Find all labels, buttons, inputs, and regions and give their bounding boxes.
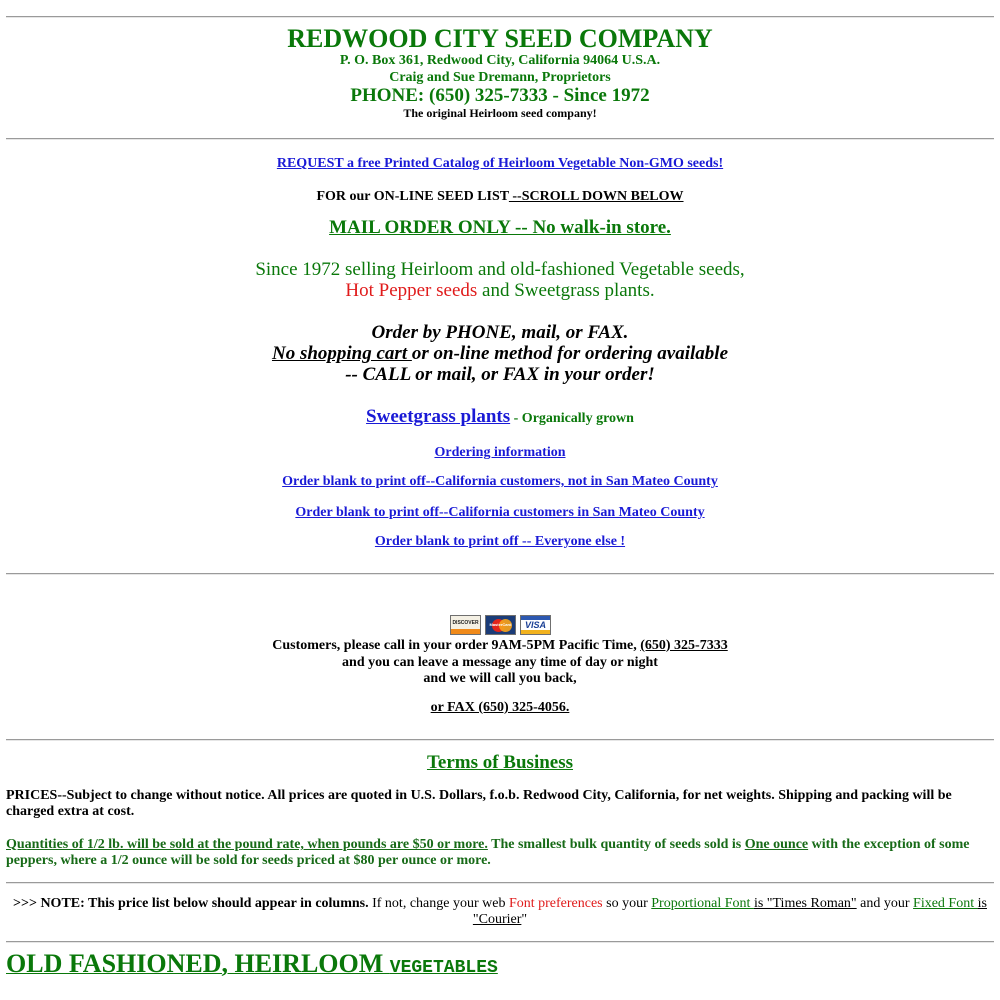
divider-contact xyxy=(6,739,994,741)
order-blank-line-3 xyxy=(0,534,1000,550)
mastercard-icon xyxy=(485,615,516,635)
company-address: P. O. Box 361, Redwood City, California 94064 U.S.A. xyxy=(339,53,661,68)
proportional-font-text: Proportional Font xyxy=(651,896,754,911)
ordering-info-line xyxy=(0,445,1000,461)
order-blank-line-2 xyxy=(0,505,1000,521)
online-seed-list-text: FOR our ON-LINE SEED LIST xyxy=(316,189,509,204)
company-name: REDWOOD CITY SEED COMPANY xyxy=(287,24,713,53)
fixed-font-value-1: is xyxy=(977,896,987,911)
section-heading-mono: VEGETABLES xyxy=(389,958,498,978)
organically-grown-text: - Organically grown xyxy=(510,411,634,426)
note-end-quote: " xyxy=(521,912,528,927)
phone-number-link[interactable]: (650) 325-7333 xyxy=(640,638,728,653)
order-line-2-rest: or on-line method for ordering available xyxy=(411,343,729,364)
message-line: and you can leave a message any time of day or night xyxy=(342,655,658,670)
callback-line: and we will call you back, xyxy=(423,671,577,686)
quantities-paragraph xyxy=(6,837,978,869)
company-proprietors: Craig and Sue Dremann, Proprietors xyxy=(389,70,611,85)
order-blank-line-1 xyxy=(0,474,1000,490)
note-text-1: If not, change your web xyxy=(368,896,509,911)
mail-order-notice: MAIL ORDER ONLY -- No walk-in store. xyxy=(329,217,671,238)
font-preferences-text: Font preferences xyxy=(508,896,603,911)
call-in-text: Customers, please call in your order 9AM-5PM Pacific Time, xyxy=(272,638,641,653)
proportional-font-value: is "Times Roman" xyxy=(753,896,857,911)
fixed-font-value-2: "Courier xyxy=(472,912,522,927)
fax-line: or FAX (650) 325-4056. xyxy=(430,700,570,715)
note-text-2: so your xyxy=(602,896,652,911)
divider-top xyxy=(6,16,994,18)
quantities-link[interactable]: Quantities of 1/2 lb. will be sold at the pound rate, when pounds are $50 or more. xyxy=(6,837,488,852)
fixed-font-text: Fixed Font xyxy=(913,896,978,911)
note-line-2 xyxy=(0,912,1000,928)
sweetgrass-line xyxy=(0,406,1000,430)
order-blank-ca-san-mateo-link[interactable]: Order blank to print off--California customers in San Mateo County xyxy=(295,505,705,520)
company-tagline: The original Heirloom seed company! xyxy=(403,106,597,120)
section-heading-text: OLD FASHIONED, HEIRLOOM xyxy=(6,949,390,978)
prices-paragraph: PRICES--Subject to change without notice. All prices are quoted in U.S. Dollars, f.o.b. Redwood City, California, for net weights. Shipping and packing will be charged extra at cost. xyxy=(6,788,952,819)
vegetables-section-heading xyxy=(6,949,498,983)
online-seed-list-line xyxy=(0,189,1000,205)
sweetgrass-plants-link[interactable]: Sweetgrass plants xyxy=(366,406,511,427)
divider-links xyxy=(6,573,994,575)
request-catalog-link[interactable]: REQUEST a free Printed Catalog of Heirloom Vegetable Non-GMO seeds! xyxy=(276,156,724,171)
order-line-1: Order by PHONE, mail, or FAX. xyxy=(371,322,629,343)
quantities-mid-text: The smallest bulk quantity of seeds sold is xyxy=(487,837,745,852)
divider-header xyxy=(6,138,994,140)
order-line-3: -- CALL or mail, or FAX in your order! xyxy=(345,364,655,385)
note-line-1 xyxy=(0,896,1000,912)
credit-card-logos xyxy=(450,615,551,635)
scroll-down-link[interactable]: --SCROLL DOWN BELOW xyxy=(508,189,684,204)
discover-card-icon xyxy=(450,615,481,635)
mastercard-label: MasterCard xyxy=(489,622,512,627)
note-text-3: and your xyxy=(856,896,914,911)
ordering-information-link[interactable]: Ordering information xyxy=(434,445,566,460)
divider-note xyxy=(6,941,994,943)
visa-card-icon xyxy=(520,615,551,635)
company-phone: PHONE: (650) 325-7333 - Since 1972 xyxy=(350,85,650,106)
catalog-line xyxy=(0,156,1000,172)
note-bold-text: >>> NOTE: This price list below should appear in columns. xyxy=(13,896,369,911)
since-line-2-rest: and Sweetgrass plants. xyxy=(477,280,655,301)
order-line-2 xyxy=(0,343,1000,365)
call-in-line xyxy=(0,638,1000,654)
divider-terms xyxy=(6,882,994,884)
discover-card-label: DISCOVER xyxy=(452,620,479,626)
since-line-2 xyxy=(0,280,1000,302)
hot-pepper-text: Hot Pepper seeds xyxy=(345,280,478,301)
terms-title: Terms of Business xyxy=(426,752,574,773)
order-blank-everyone-link[interactable]: Order blank to print off -- Everyone else ! xyxy=(374,534,626,549)
one-ounce-text: One ounce xyxy=(744,837,809,852)
quantities-end-text: with the exception of some peppers, where a 1/2 ounce will be sold for seeds priced at $80 per ounce or more. xyxy=(6,837,970,868)
since-line-1: Since 1972 selling Heirloom and old-fashioned Vegetable seeds, xyxy=(255,259,745,280)
no-shopping-cart-text: No shopping cart xyxy=(271,343,412,364)
order-blank-ca-not-san-mateo-link[interactable]: Order blank to print off--California customers, not in San Mateo County xyxy=(282,474,718,489)
visa-card-label: VISA xyxy=(524,620,546,630)
